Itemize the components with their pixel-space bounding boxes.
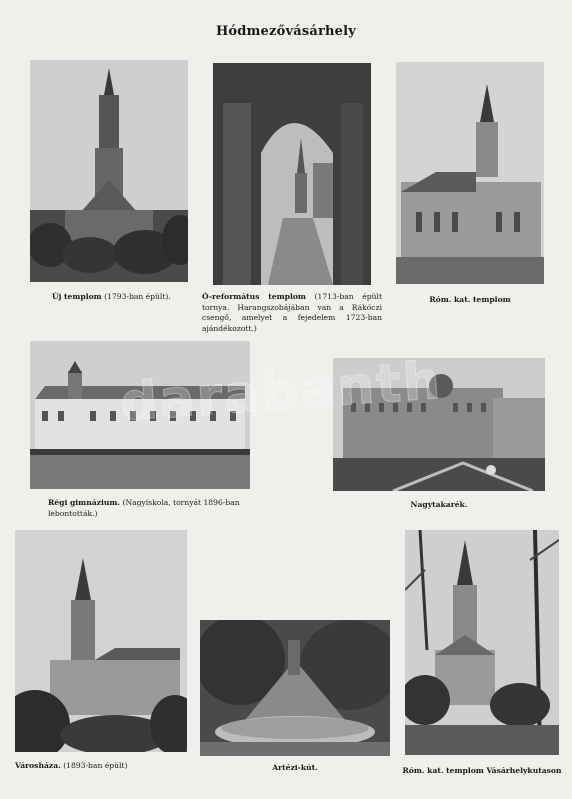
caption-title: Róm. kat. templom Vásárhelykutason	[402, 766, 562, 775]
caption-title: Róm. kat. templom	[429, 295, 511, 304]
caption-note: (1893-ban épült)	[63, 761, 128, 770]
caption-regi-gimnazium	[48, 498, 248, 519]
caption-artezi-kut	[200, 763, 390, 774]
caption-varoshaza	[15, 761, 185, 772]
photo-artezi-kut	[200, 620, 390, 756]
caption-note: (Nagyiskola, tornyát 1896-ban lebontották.)	[48, 498, 240, 518]
caption-rom-kat-templom	[396, 295, 544, 306]
photo-rom-kat-templom	[396, 62, 544, 284]
caption-rom-kat-templom-vasarhelykutas	[398, 766, 566, 777]
photo-rom-kat-templom-vasarhelykutas	[405, 530, 559, 755]
caption-nagytakarek	[333, 500, 545, 511]
caption-title: Artézi-kút.	[272, 763, 318, 772]
caption-note: (1713-ban épült tornya. Harangszobájában van a Rákóczi csengő, amelyet a fejedelem 1723-ban ajándékozott.)	[202, 292, 382, 333]
photo-regi-gimnazium	[30, 341, 250, 489]
caption-title: Új templom	[52, 292, 102, 301]
photo-nagytakarek	[333, 358, 545, 491]
caption-title: Ó-református templom	[202, 292, 306, 301]
photo-uj-templom	[30, 60, 188, 282]
watermark: darabanth	[118, 350, 444, 434]
photo-o-reformatus-templom	[213, 63, 371, 285]
page-title: Hódmezővásárhely	[215, 24, 357, 39]
caption-title: Régi gimnázium.	[48, 498, 121, 507]
caption-title: Városháza.	[15, 761, 61, 770]
photo-varoshaza	[15, 530, 187, 752]
caption-uj-templom	[52, 292, 192, 303]
caption-note: (1793-ban épült).	[104, 292, 171, 301]
caption-title: Nagytakarék.	[410, 500, 468, 509]
caption-o-reformatus-templom	[202, 292, 382, 334]
